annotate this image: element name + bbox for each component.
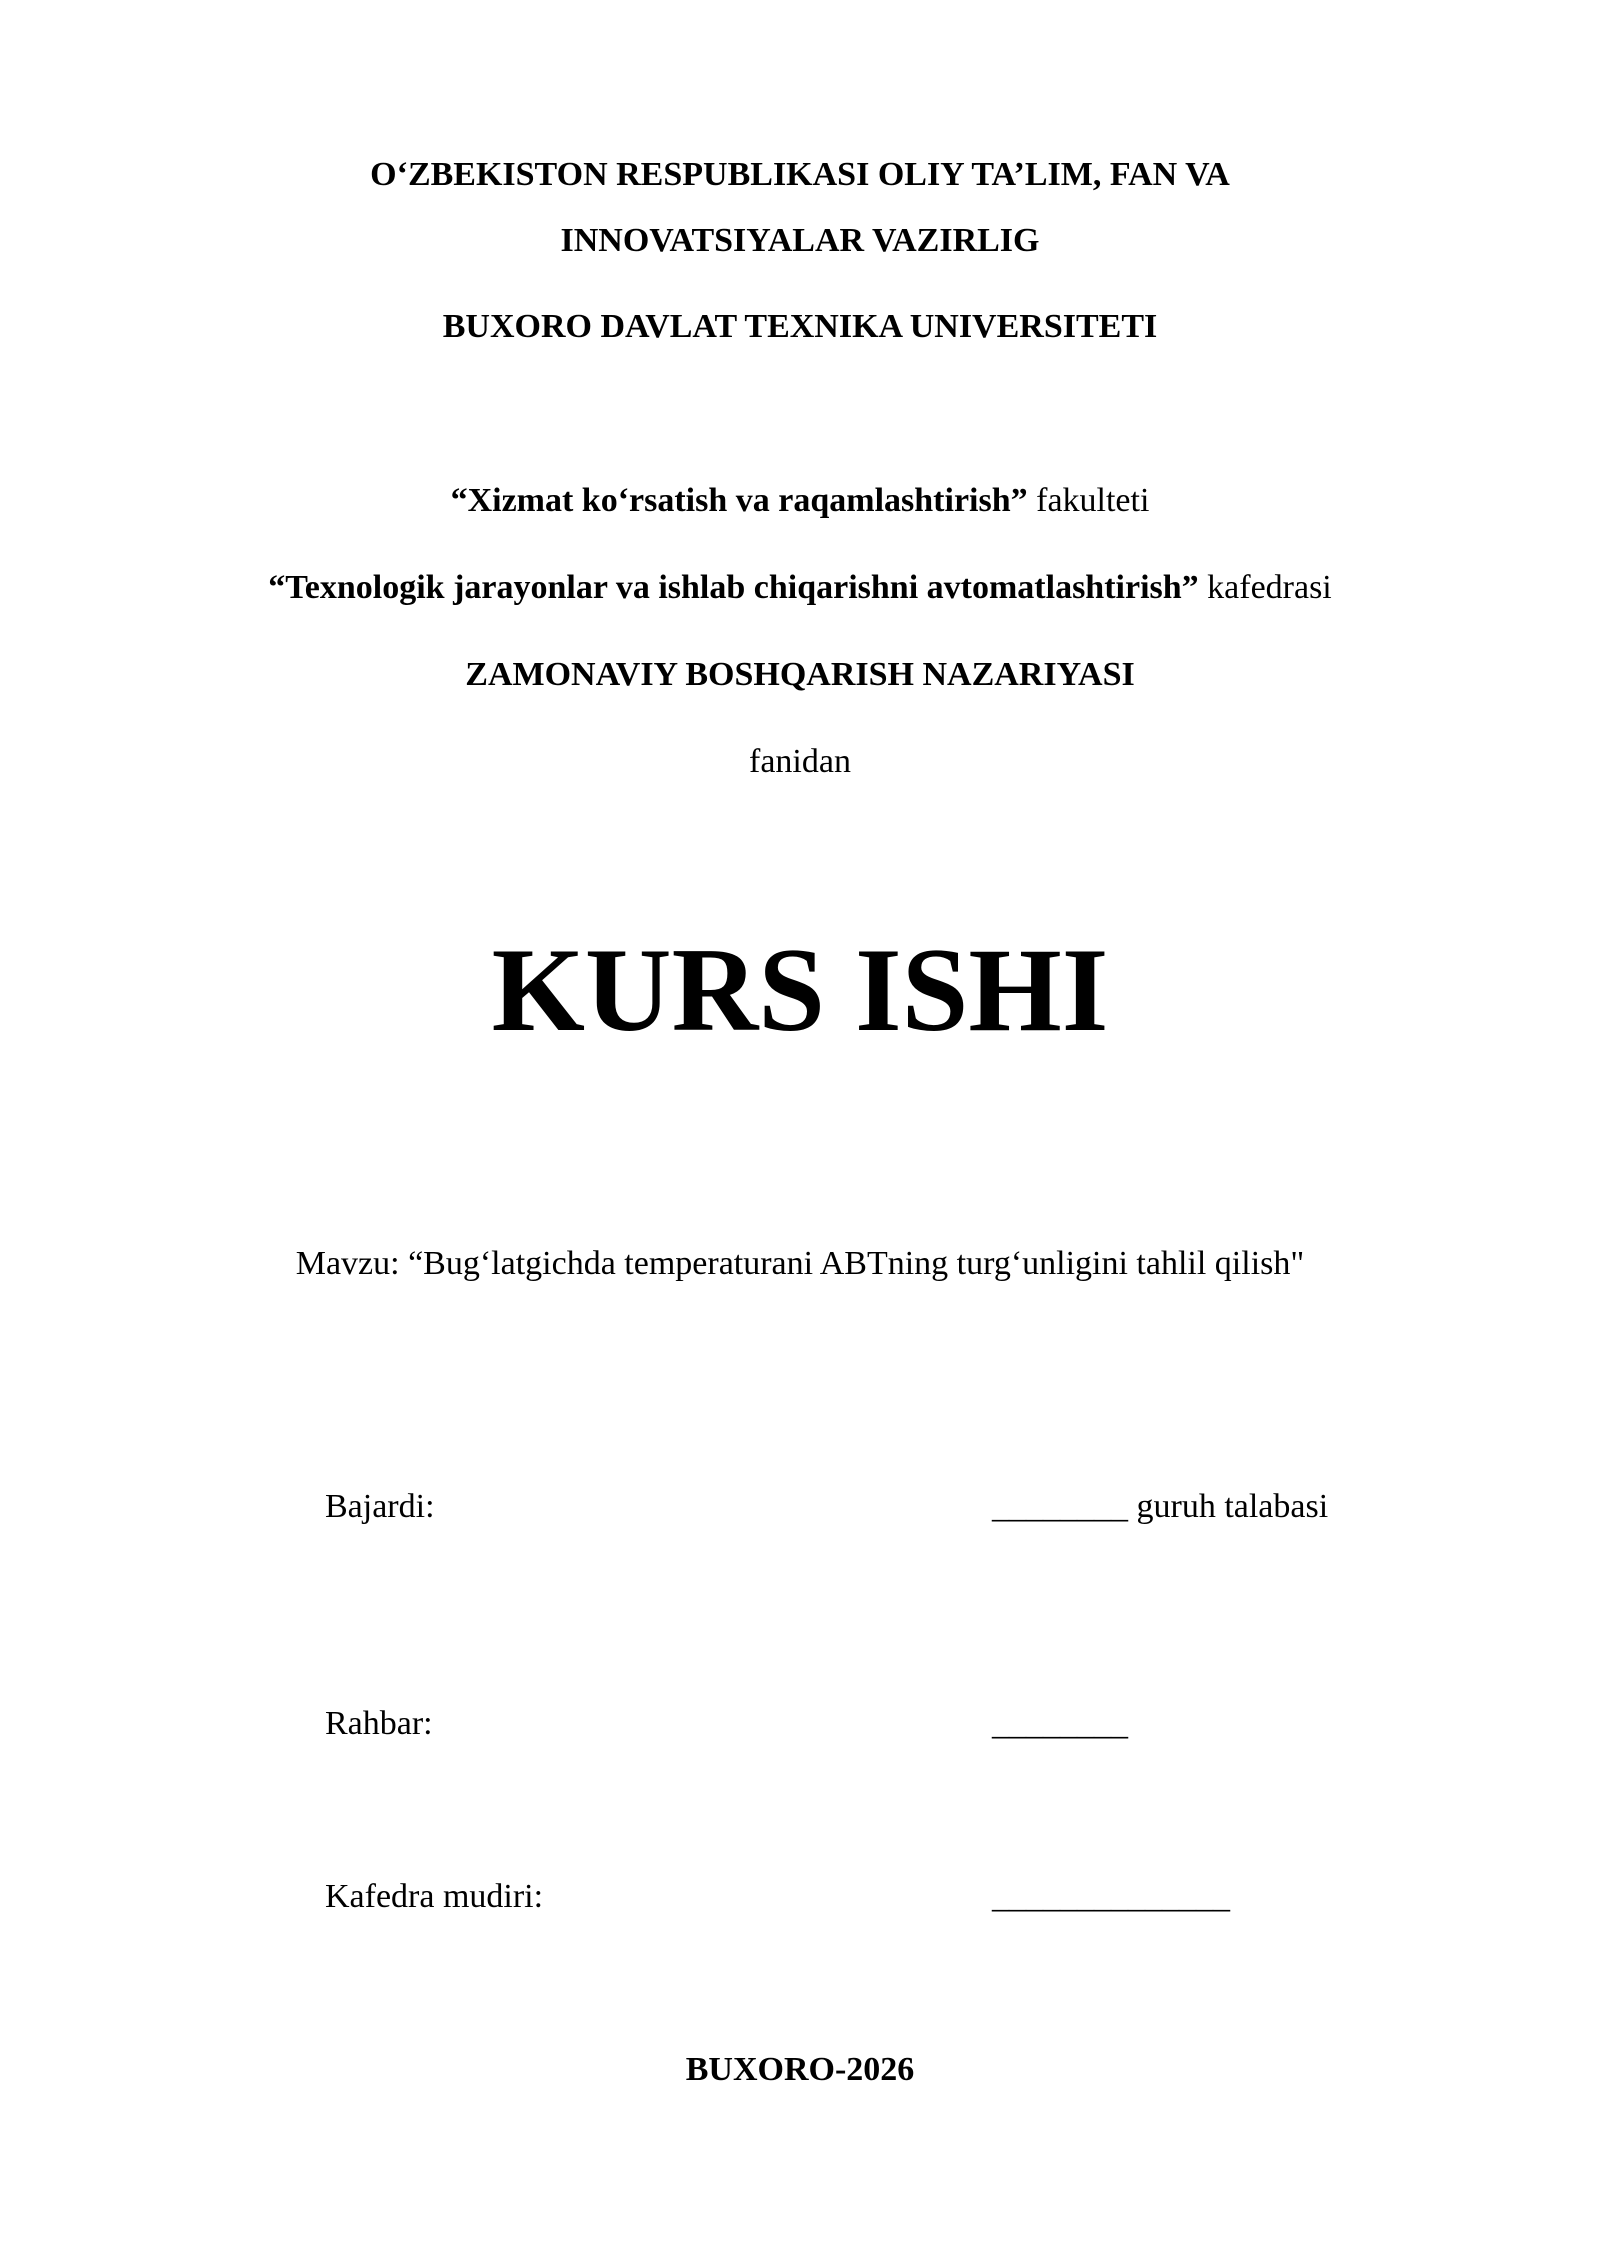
university-name: BUXORO DAVLAT TEXNIKA UNIVERSITETI	[442, 308, 1158, 345]
department-name: “Texnologik jarayonlar va ishlab chiqarishni avtomatlashtirish”	[268, 569, 1199, 606]
subject-name: ZAMONAVIY BOSHQARISH NAZARIYASI	[465, 656, 1135, 693]
faculty-name: “Xizmat ko‘rsatish va raqamlashtirish”	[450, 482, 1028, 519]
department-suffix: kafedrasi	[1198, 569, 1332, 606]
topic-line: Mavzu: “Bug‘latgichda temperaturani ABTning turg‘unligini tahlil qilish"	[295, 1245, 1305, 1282]
signature-value-rahbar: ________	[992, 1705, 1128, 1742]
page-title: KURS ISHI	[491, 923, 1109, 1056]
signature-label-rahbar: Rahbar:	[325, 1705, 433, 1742]
signature-label-kafedra-mudiri: Kafedra mudiri:	[325, 1878, 544, 1915]
ministry-line-1: O‘ZBEKISTON RESPUBLIKASI OLIY TA’LIM, FAN VA	[370, 156, 1230, 193]
signature-label-bajardi: Bajardi:	[325, 1488, 435, 1525]
department-line	[0, 571, 1600, 605]
faculty-line	[0, 484, 1600, 518]
signature-value-bajardi: ________ guruh talabasi	[992, 1488, 1329, 1525]
footer-city-year: BUXORO-2026	[685, 2051, 915, 2088]
signature-value-kafedra-mudiri: ______________	[992, 1878, 1230, 1915]
subject-suffix: fanidan	[749, 743, 851, 780]
ministry-line-2: INNOVATSIYALAR VAZIRLIG	[560, 222, 1040, 259]
faculty-suffix: fakulteti	[1027, 482, 1150, 519]
